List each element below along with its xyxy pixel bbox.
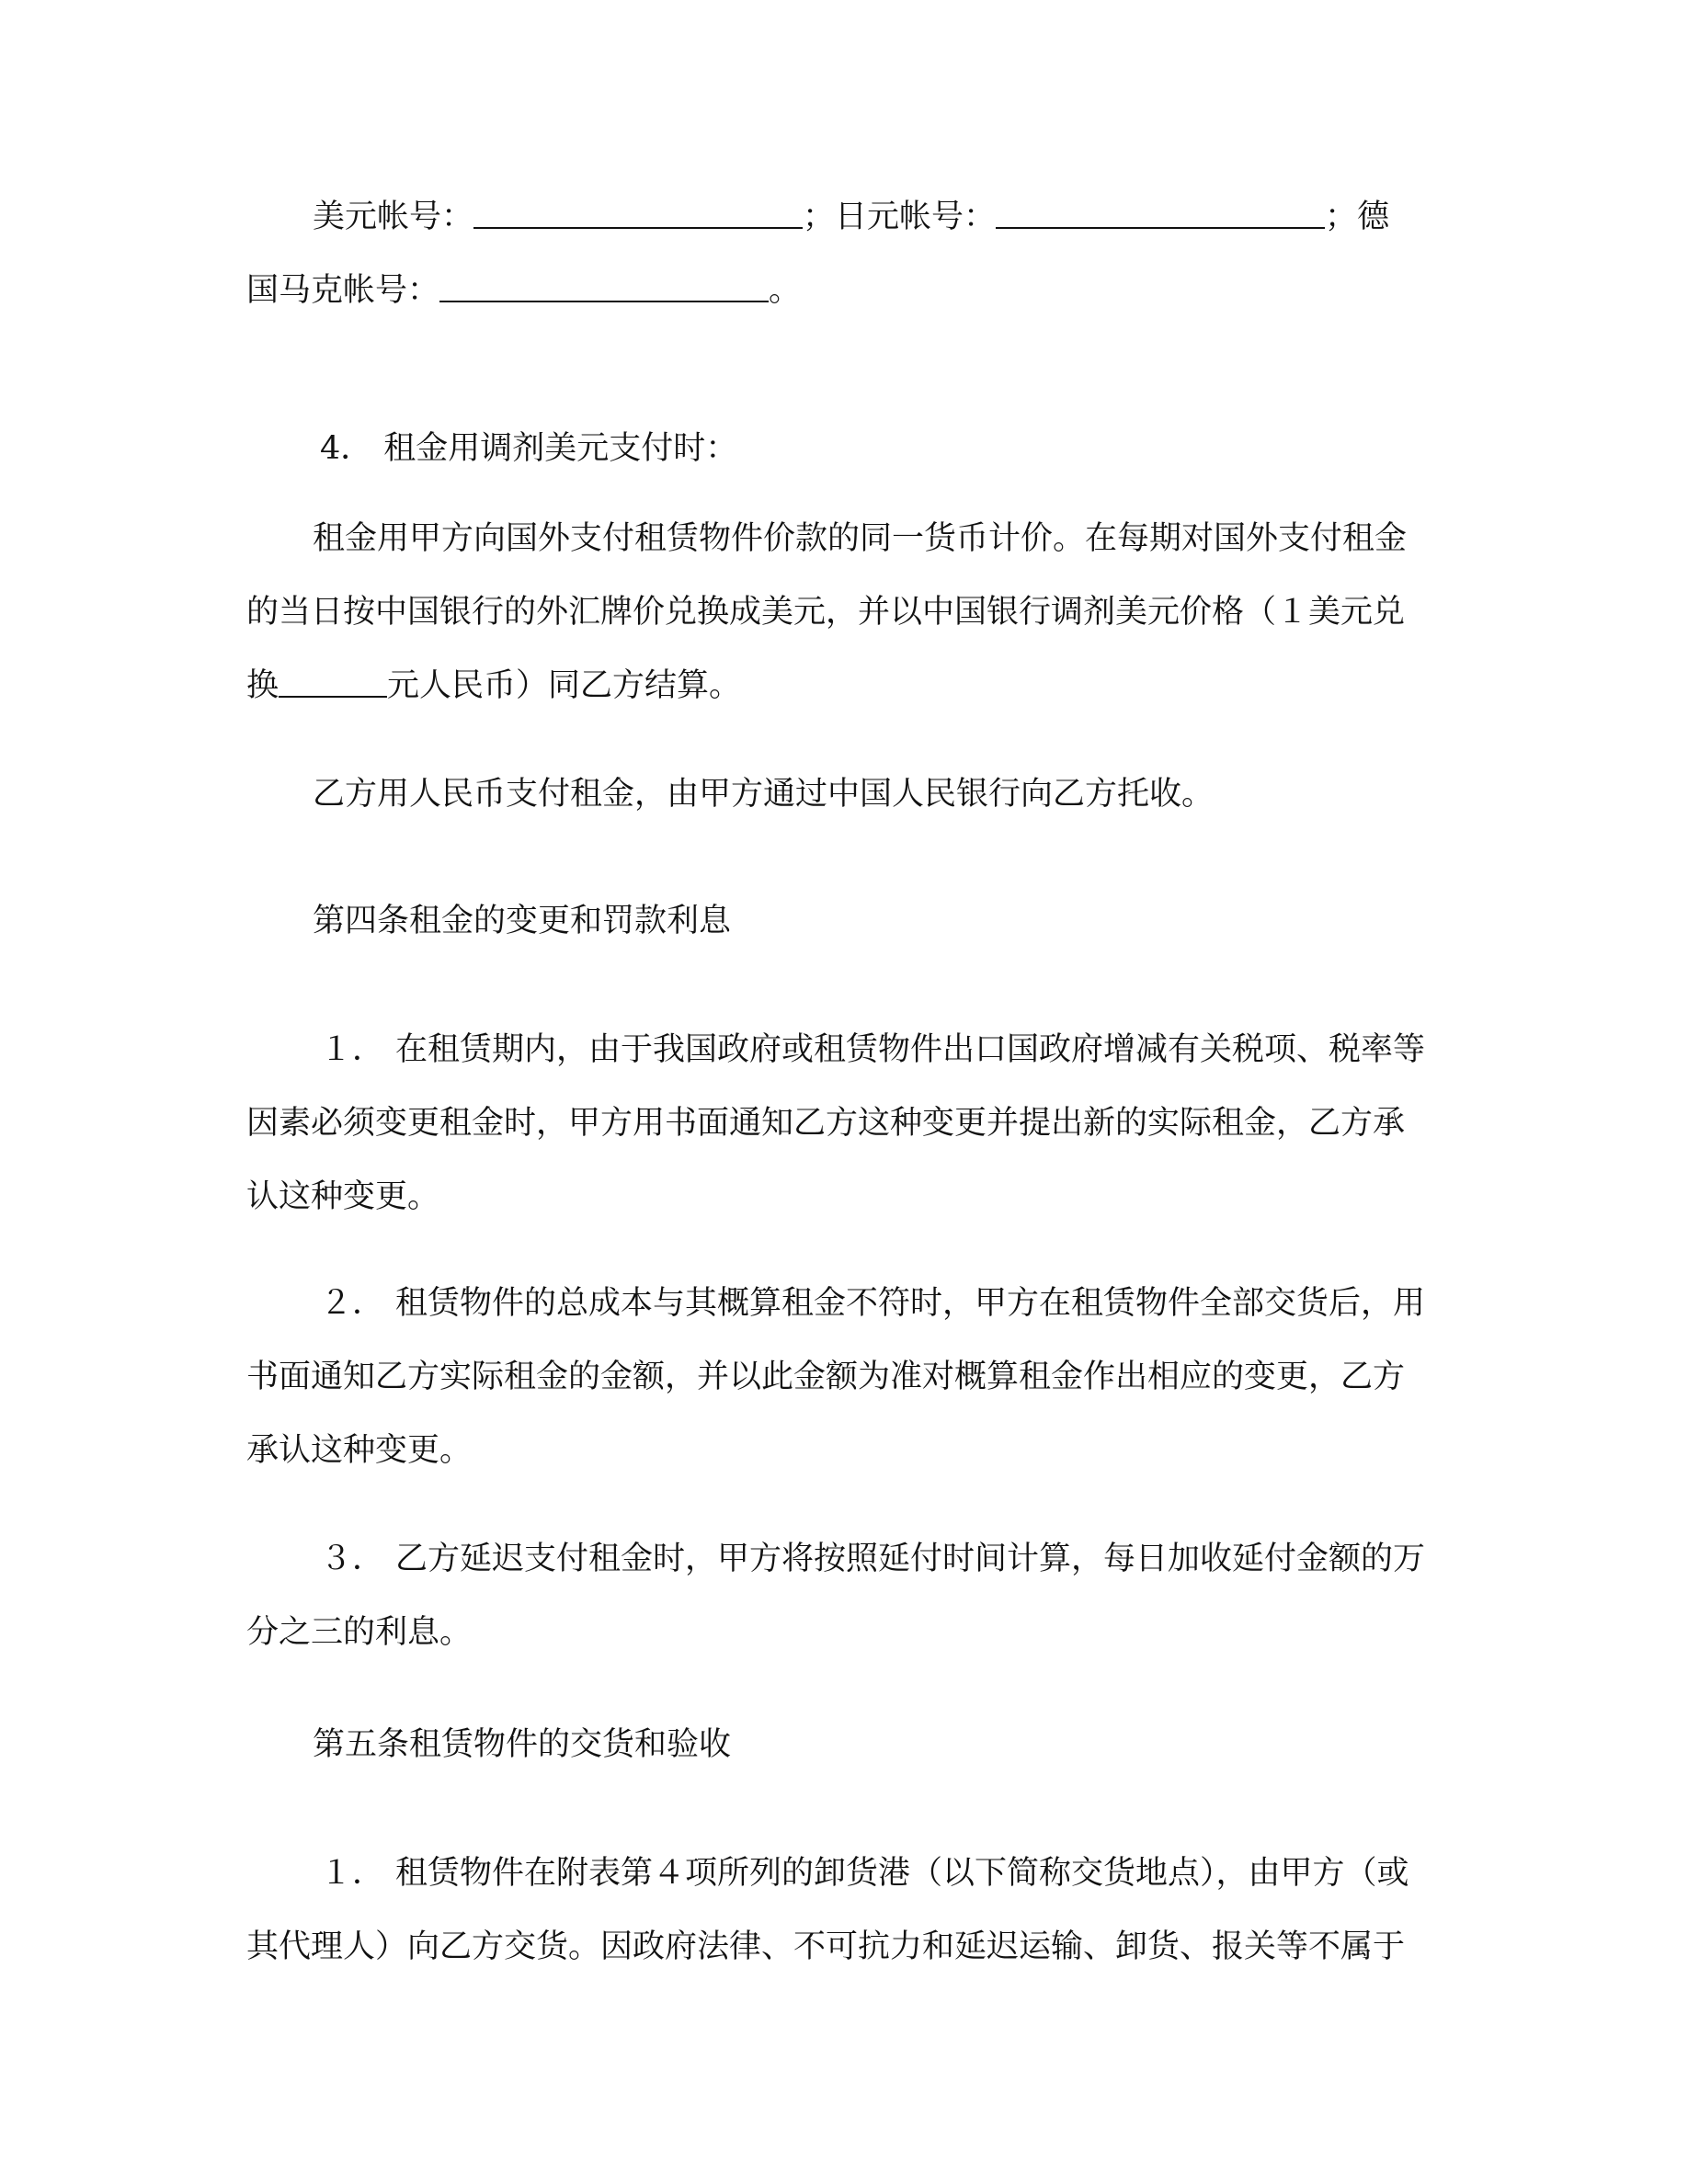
usd-account-label: 美元帐号： [313,199,474,235]
clause-number: １． [320,1031,385,1068]
dem-account-label: 国马克帐号： [246,272,440,309]
clause-text: 乙方延迟支付租金时，甲方将按照延付时间计算，每日加收延付金额的万 [395,1541,1426,1577]
article-4-title [246,884,1442,958]
exchange-rate-paragraph [246,502,1442,722]
clause-text: 在租赁期内，由于我国政府或租赁物件出口国政府增减有关税项、税率等 [395,1031,1426,1068]
article-heading: 第四条租金的变更和罚款利息 [313,903,732,939]
paragraph-line [246,649,1442,722]
clause-line: 其代理人）向乙方交货。因政府法律、不可抗力和延迟运输、卸货、报关等不属于 [246,1928,1406,1965]
clause-line [246,1013,1442,1086]
item-4-line [246,412,1442,485]
exchange-rate-blank [279,666,387,698]
clause-number: １． [320,1855,385,1892]
rate-prefix: 换 [246,667,279,704]
clause-text: 租赁物件在附表第４项所列的卸货港（以下简称交货地点），由甲方（或 [395,1855,1409,1892]
paragraph-line: 的当日按中国银行的外汇牌价兑换成美元，并以中国银行调剂美元价格（１美元兑 [246,594,1406,631]
item-4-heading [246,412,1442,485]
article-4-clause-3 [246,1522,1442,1669]
jpy-account-blank [996,198,1325,229]
item-title: 租金用调剂美元支付时： [383,430,738,467]
clause-line: 因素必须变更租金时，甲方用书面通知乙方这种变更并提出新的实际租金，乙方承 [246,1105,1406,1142]
rmb-payment-paragraph [246,757,1442,831]
usd-account-blank [473,198,803,229]
separator: ； [1325,199,1358,235]
clause-number: ２． [320,1285,385,1322]
rate-suffix: 元人民币）同乙方结算。 [387,667,742,704]
article-5-clause-1 [246,1837,1442,1984]
clause-line: 认这种变更。 [246,1178,440,1215]
period: 。 [769,272,802,309]
clause-text: 租赁物件的总成本与其概算租金不符时，甲方在租赁物件全部交货后，用 [395,1285,1426,1322]
paragraph-line: 租金用甲方向国外支付租赁物件价款的同一货币计价。在每期对国外支付租金 [313,520,1408,557]
account-line-1 [246,180,1442,254]
account-line-2 [246,254,1442,327]
item-number: 4． [320,430,373,467]
article-4-clause-1 [246,1013,1442,1234]
clause-line: 承认这种变更。 [246,1432,473,1469]
article-5-title [246,1708,1442,1781]
clause-line: 分之三的利息。 [246,1614,473,1651]
article-4-clause-2 [246,1267,1442,1487]
clause-number: ３． [320,1541,385,1577]
separator: ； [803,199,836,235]
dem-account-blank [439,271,769,302]
clause-line [246,1267,1442,1340]
jpy-account-label: 日元帐号： [835,199,997,235]
dem-account-label-start: 德 [1357,199,1390,235]
account-numbers-paragraph [246,180,1442,327]
paragraph-line: 乙方用人民币支付租金，由甲方通过中国人民银行向乙方托收。 [313,776,1215,813]
article-heading: 第五条租赁物件的交货和验收 [313,1726,732,1763]
clause-line [246,1837,1442,1910]
clause-line [246,1522,1442,1596]
clause-line: 书面通知乙方实际租金的金额，并以此金额为准对概算租金作出相应的变更，乙方 [246,1359,1406,1395]
